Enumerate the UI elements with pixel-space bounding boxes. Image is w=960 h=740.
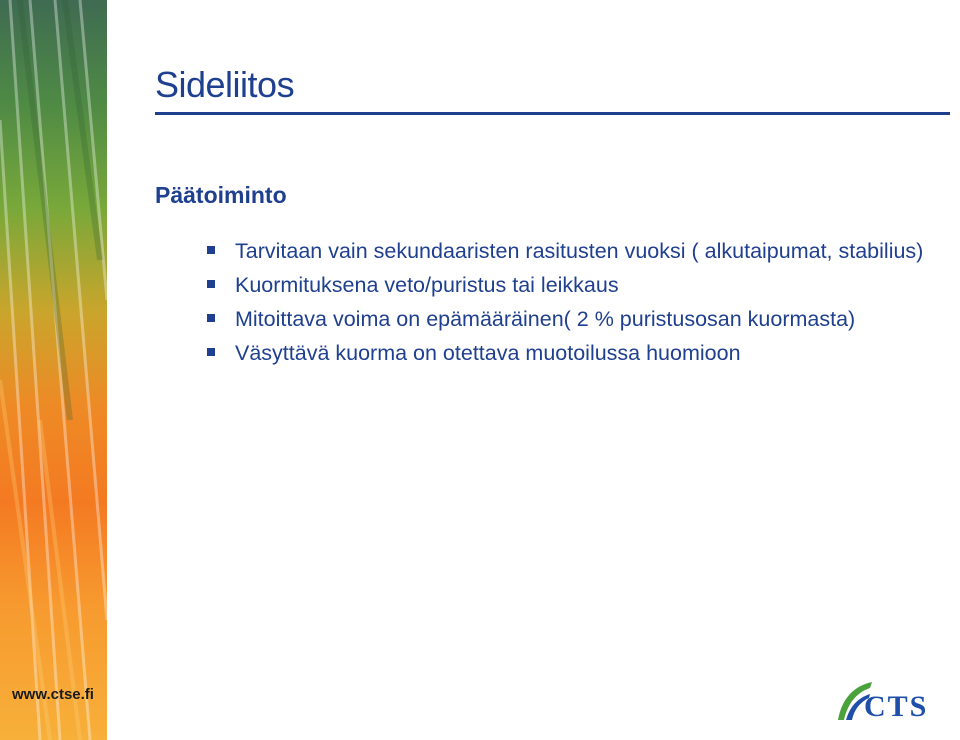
bullet-item bbox=[207, 237, 937, 265]
bullet-list bbox=[207, 237, 937, 373]
square-bullet-icon bbox=[207, 246, 215, 254]
decorative-side-band bbox=[0, 0, 107, 740]
title-underline bbox=[155, 112, 950, 115]
bullet-text: Kuormituksena veto/puristus tai leikkaus bbox=[235, 273, 619, 297]
square-bullet-icon bbox=[207, 348, 215, 356]
bullet-text: Väsyttävä kuorma on otettava muotoilussa huomioon bbox=[235, 341, 741, 365]
bullet-item bbox=[207, 339, 937, 367]
square-bullet-icon bbox=[207, 280, 215, 288]
footer-url: www.ctse.fi bbox=[12, 686, 94, 703]
square-bullet-icon bbox=[207, 314, 215, 322]
slide-subtitle: Päätoiminto bbox=[155, 182, 287, 208]
bullet-text: Mitoittava voima on epämääräinen( 2 % puristusosan kuormasta) bbox=[235, 307, 856, 331]
bullet-item bbox=[207, 305, 937, 333]
cts-logo bbox=[836, 676, 960, 724]
bullet-item bbox=[207, 271, 937, 299]
logo-text: CTS bbox=[864, 690, 929, 723]
streak-pattern bbox=[0, 0, 107, 740]
slide-title: Sideliitos bbox=[155, 64, 295, 105]
bullet-text: Tarvitaan vain sekundaaristen rasitusten vuoksi ( alkutaipumat, stabilius) bbox=[235, 239, 924, 263]
